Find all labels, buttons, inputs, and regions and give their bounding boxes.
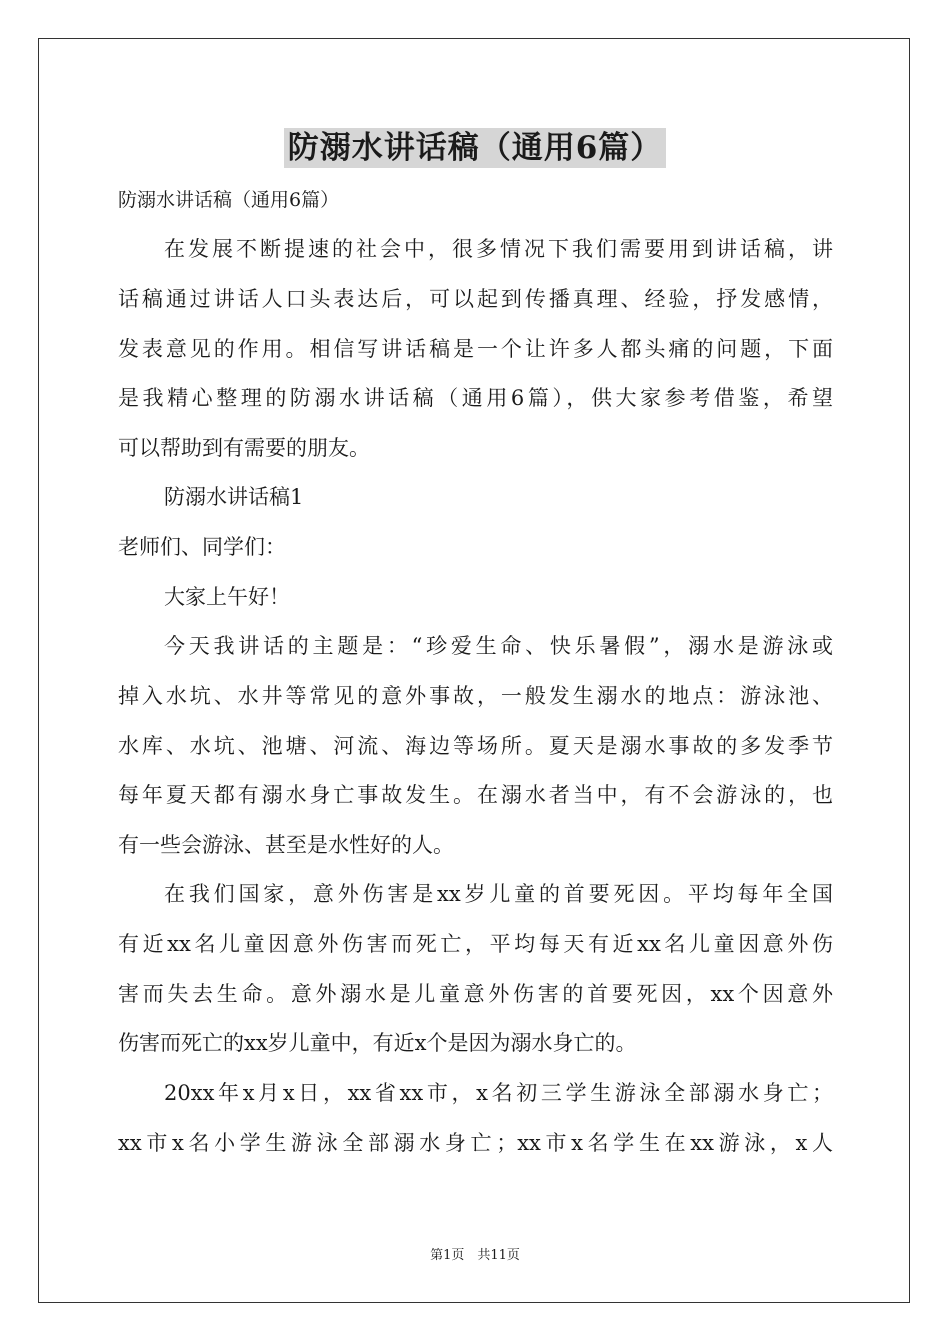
document-title: 防溺水讲话稿（通用6篇） (284, 128, 667, 168)
paragraph-line: 发表意见的作用。相信写讲话稿是一个让许多人都头痛的问题，下面 (118, 337, 833, 361)
paragraph-line: 水库、水坑、池塘、河流、海边等场所。夏天是溺水事故的多发季节 (118, 734, 833, 758)
paragraph-line: 掉入水坑、水井等常见的意外事故，一般发生溺水的地点：游泳池、 (118, 684, 833, 708)
paragraph-line: xx市x名小学生游泳全部溺水身亡；xx市x名学生在xx游泳，x人 (118, 1131, 833, 1155)
greeting: 大家上午好！ (164, 585, 290, 609)
title-container (0, 128, 950, 168)
paragraph-line: 可以帮助到有需要的朋友。 (118, 436, 370, 460)
page-number-footer: 第1页 共11页 (430, 1248, 520, 1263)
paragraph-line: 今天我讲话的主题是：“珍爱生命、快乐暑假”，溺水是游泳或 (164, 634, 833, 658)
paragraph-line: 伤害而死亡的xx岁儿童中，有近x个是因为溺水身亡的。 (118, 1031, 637, 1055)
document-subtitle: 防溺水讲话稿（通用6篇） (118, 189, 340, 211)
paragraph-line: 害而失去生命。意外溺水是儿童意外伤害的首要死因，xx个因意外 (118, 982, 833, 1006)
section-heading: 防溺水讲话稿1 (164, 485, 304, 509)
page-border (38, 38, 910, 1303)
paragraph-line: 是我精心整理的防溺水讲话稿（通用6篇），供大家参考借鉴，希望 (118, 386, 833, 410)
paragraph-line: 每年夏天都有溺水身亡事故发生。在溺水者当中，有不会游泳的，也 (118, 783, 833, 807)
paragraph-line: 有一些会游泳、甚至是水性好的人。 (118, 833, 454, 857)
salutation: 老师们、同学们： (118, 535, 286, 559)
paragraph-line: 20xx年x月x日，xx省xx市，x名初三学生游泳全部溺水身亡； (164, 1081, 833, 1105)
paragraph-line: 在发展不断提速的社会中，很多情况下我们需要用到讲话稿，讲 (164, 237, 833, 261)
paragraph-line: 在我们国家，意外伤害是xx岁儿童的首要死因。平均每年全国 (164, 882, 833, 906)
paragraph-line: 有近xx名儿童因意外伤害而死亡，平均每天有近xx名儿童因意外伤 (118, 932, 833, 956)
paragraph-line: 话稿通过讲话人口头表达后，可以起到传播真理、经验，抒发感情， (118, 287, 833, 311)
